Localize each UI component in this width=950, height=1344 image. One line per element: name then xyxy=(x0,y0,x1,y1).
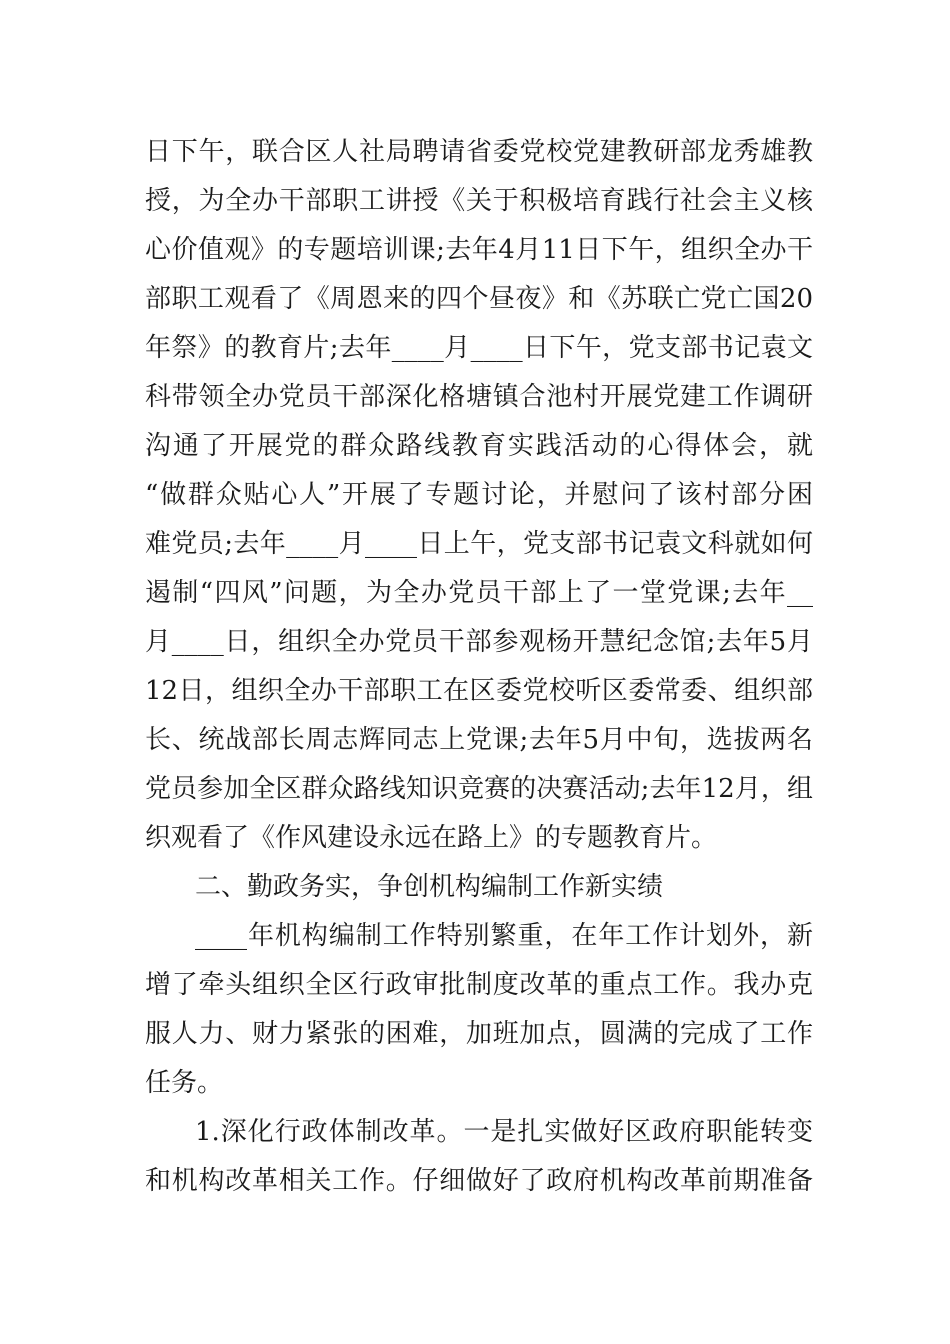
text-line: 心价值观》的专题培训课;去年4月11日下午，组织全办干 xyxy=(145,235,813,265)
text-line: 沟通了开展党的群众路线教育实践活动的心得体会，就 xyxy=(145,431,813,461)
text-line: 遏制“四风”问题，为全办党员干部上了一堂党课;去年__ xyxy=(145,578,813,608)
text-line: 任务。 xyxy=(145,1068,224,1098)
text-line: 部职工观看了《周恩来的四个昼夜》和《苏联亡党亡国20 xyxy=(145,284,813,314)
text-line: 月____日，组织全办党员干部参观杨开慧纪念馆;去年5月 xyxy=(145,627,813,657)
body-text xyxy=(145,128,813,1206)
text-line: 1.深化行政体制改革。一是扎实做好区政府职能转变 xyxy=(195,1117,813,1147)
text-line: ____年机构编制工作特别繁重，在年工作计划外，新 xyxy=(195,921,813,951)
text-line: 织观看了《作风建设永远在路上》的专题教育片。 xyxy=(145,823,718,853)
text-line: 授，为全办干部职工讲授《关于积极培育践行社会主义核 xyxy=(145,186,813,216)
text-line: 12日，组织全办干部职工在区委党校听区委常委、组织部 xyxy=(145,676,813,706)
text-line: 服人力、财力紧张的困难，加班加点，圆满的完成了工作 xyxy=(145,1019,813,1049)
text-line: 年祭》的教育片;去年____月____日下午，党支部书记袁文 xyxy=(145,333,813,363)
section-heading: 二、勤政务实，争创机构编制工作新实绩 xyxy=(195,872,664,902)
text-line: 增了牵头组织全区行政审批制度改革的重点工作。我办克 xyxy=(145,970,813,1000)
text-line: 日下午，联合区人社局聘请省委党校党建教研部龙秀雄教 xyxy=(145,137,813,167)
text-line: 难党员;去年____月____日上午，党支部书记袁文科就如何 xyxy=(145,529,813,559)
text-line: 长、统战部长周志辉同志上党课;去年5月中旬，选拔两名 xyxy=(145,725,813,755)
text-line: 党员参加全区群众路线知识竞赛的决赛活动;去年12月，组 xyxy=(145,774,813,804)
text-line: 和机构改革相关工作。仔细做好了政府机构改革前期准备 xyxy=(145,1166,813,1196)
text-line: “做群众贴心人”开展了专题讨论，并慰问了该村部分困 xyxy=(145,480,813,510)
text-line: 科带领全办党员干部深化格塘镇合池村开展党建工作调研 xyxy=(145,382,813,412)
